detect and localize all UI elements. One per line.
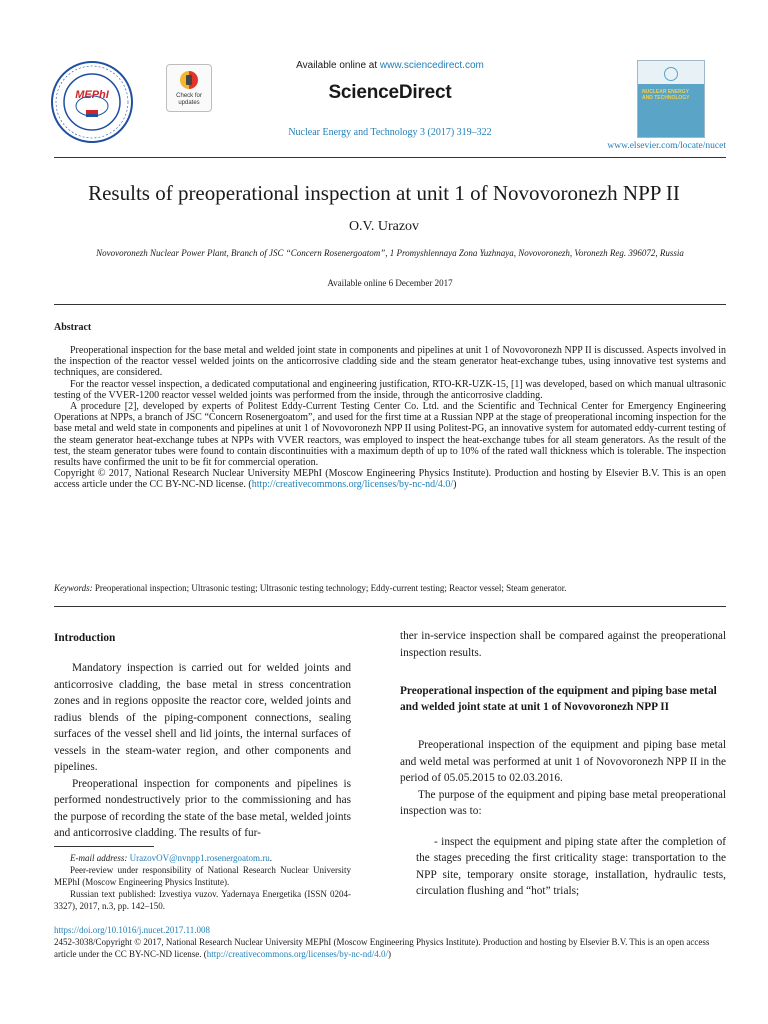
abstract-paragraph: Preoperational inspection for the base metal and welded joint state in components and pipelines at unit 1 of Novovoronezh NPP II is discussed. Aspects involved in the inspection of the reactor vessel welded joints on the anticorrosive cladding side and the steam generator heat-exchange tubes, using innovative test systems and techniques, are considered. <box>54 345 726 379</box>
page-footer <box>54 924 726 960</box>
peer-review-note: Peer-review under responsibility of National Research Nuclear University MEPhI (Moscow Engineering Physics Institute). <box>54 865 351 887</box>
sciencedirect-link[interactable]: www.sciencedirect.com <box>379 60 484 71</box>
cover-title: NUCLEAR ENERGY AND TECHNOLOGY <box>642 89 690 101</box>
license-link[interactable]: http://creativecommons.org/licenses/by-nc-nd/4.0/ <box>251 479 454 491</box>
mephi-seal-icon <box>50 60 134 144</box>
available-prefix: Available online at <box>296 60 380 71</box>
author-email-link[interactable]: UrazovOV@nvnpp1.rosenergoatom.ru <box>129 853 270 863</box>
crossmark-icon <box>180 71 198 89</box>
body-paragraph: Preoperational inspection for components and pipelines is performed nondestructively prior to the commissioning and has the purpose of recording the state of the base metal, welded joints and anticorrosive cladding. The results of fur- <box>54 777 351 839</box>
email-label: E-mail address: <box>70 853 130 863</box>
left-column <box>54 630 351 842</box>
sciencedirect-brand: ScienceDirect <box>328 82 452 103</box>
abstract-body <box>54 345 726 491</box>
doi-link[interactable]: https://doi.org/10.1016/j.nucet.2017.11.008 <box>54 925 210 935</box>
article-title: Results of preoperational inspection at unit 1 of Novovoronezh NPP II <box>88 181 680 205</box>
email-footnote <box>54 852 351 864</box>
journal-url-link[interactable]: www.elsevier.com/locate/nucet <box>607 141 726 151</box>
abstract-paragraph: For the reactor vessel inspection, a dedicated computational and engineering justification, RTO-KR-UZK-15, [1] was developed, based on which manual ultrasonic testing of the VVER-1200 reactor vessel welded joints was performed from the inside, through the anticorrosive cladding. <box>54 378 726 401</box>
journal-reference: Nuclear Energy and Technology 3 (2017) 319–322 <box>288 127 492 138</box>
title-divider <box>54 304 726 305</box>
issn-end: ) <box>388 949 392 959</box>
body-paragraph: Preoperational inspection of the equipment and piping base metal and weld metal was performed at unit 1 of Novovoronezh NPP II in the period of 05.05.2015 to 02.03.2016. <box>400 739 726 784</box>
header-divider <box>54 157 726 158</box>
body-paragraph: ther in-service inspection shall be compared against the preoperational inspection results. <box>400 630 726 659</box>
list-item: - inspect the equipment and piping state after the completion of the stages preceding the first criticality stage: transportation to the NPP site, temporary onsite storage, installation, hydraulic tests, circulation flushing and “hot” trials; <box>416 835 726 897</box>
footnotes <box>54 852 351 912</box>
introduction-heading: Introduction <box>54 632 116 644</box>
journal-cover <box>637 60 705 138</box>
article-author: O.V. Urazov <box>348 219 420 234</box>
abstract-copyright <box>54 468 726 490</box>
section-heading: Preoperational inspection of the equipment and piping base metal and welded joint state at unit 1 of Novovoronezh NPP II <box>400 685 717 713</box>
abstract-heading: Abstract <box>54 322 92 333</box>
author-affiliation: Novovoronezh Nuclear Power Plant, Branch of JSC “Concern Rosenergoatom”, 1 Promyshlennaya Zona Yuzhnaya, Novovoronezh, Voronezh Reg. 396072, Russia <box>96 248 684 258</box>
issn-text: 2452-3038/Copyright © 2017, National Research Nuclear University MEPhI (Moscow Engineering Physics Institute). Production and hosting by Elsevier B.V. This is an open access article under the CC BY-NC-ND license. ( <box>54 937 710 959</box>
footer-license-link[interactable]: http://creativecommons.org/licenses/by-nc-nd/4.0/ <box>206 949 389 959</box>
abstract-paragraph: A procedure [2], developed by experts of Politest Eddy-Current Testing Center Co. Ltd. and the Scientific and Technical Center for Emergency Engineering Operations at NPPs, a branch of JSC “Concern Rosenergoatom”, and used for the first time at a Russian NPP at the stage of preoperational incoming inspection for the base metal and weld state in components and pipelines at unit 1 of Novovoronezh NPP II using Politest-PG, an innovative system for automated eddy-current testing of the steam generator heat-exchange tubes at NPPs with VVER reactors, was employed to inspect the heat-exchange tubes for all steam generators. As the result of the test, the steam generator tubes were found to contain discontinuities with a maximum depth of up to 10% of the rated wall thickness which is tolerable. The inspection results have confirmed the unit to be fit for commercial operation. <box>54 401 726 469</box>
russian-text-note: Russian text published: Izvestiya vuzov. Yadernaya Energetika (ISSN 0204-3327), 2017, n.3, pp. 142–150. <box>54 889 351 911</box>
keywords-text: Preoperational inspection; Ultrasonic testing; Ultrasonic testing technology; Eddy-current testing; Reactor vessel; Steam generator. <box>92 583 567 593</box>
footnote-divider <box>54 846 154 847</box>
keywords-label: Keywords: <box>54 583 93 593</box>
abstract-divider <box>54 606 726 607</box>
logo-text: MEPhI <box>75 89 109 101</box>
keywords <box>54 583 726 593</box>
crossmark-line1: Check for <box>176 93 202 99</box>
available-date: Available online 6 December 2017 <box>327 278 453 288</box>
available-online <box>230 60 550 71</box>
right-column <box>400 628 726 900</box>
check-for-updates-badge[interactable] <box>166 64 212 112</box>
body-paragraph: Mandatory inspection is carried out for welded joints and anticorrosive cladding, the base metal in stress concentration zones and in regions opposite the reactor core, welded joints and radius blends of the piping-component connections, sealing surfaces of the vessel shell and lid joints, the internal surfaces of vessels in the steam-water region, and other components and pipelines. <box>54 662 351 773</box>
crossmark-line2: updates <box>178 100 200 106</box>
issn-copyright <box>54 936 726 960</box>
copyright-text: Copyright © 2017, National Research Nuclear University MEPhI (Moscow Engineering Physics Institute). Production and hosting by Elsevier B.V. This is an open access article under the CC BY-NC-ND license. ( <box>54 468 726 491</box>
body-paragraph: The purpose of the equipment and piping base metal preoperational inspection was to: <box>400 788 726 817</box>
cover-emblem-icon <box>664 67 678 81</box>
mephi-logo <box>50 60 134 144</box>
email-end: . <box>269 853 273 863</box>
copyright-end: ) <box>453 479 457 491</box>
